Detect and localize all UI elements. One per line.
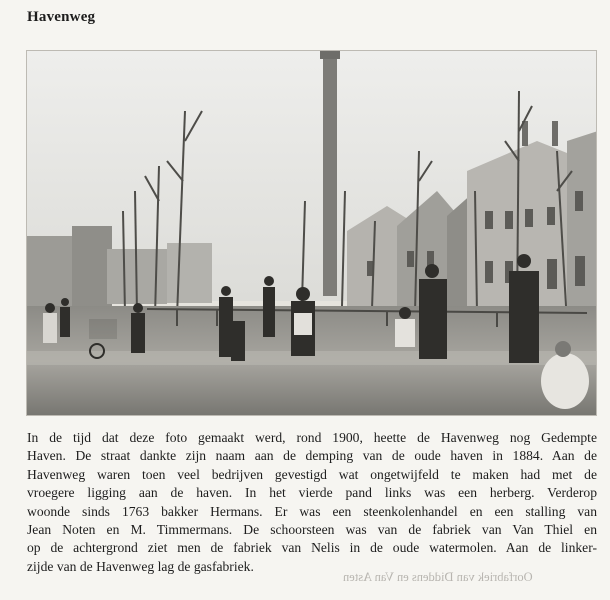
page-title: Havenweg [27, 9, 96, 25]
historic-street-photo [26, 50, 597, 416]
bleed-through-text: Oorfabriek van Diddens en Van Asten [343, 570, 533, 584]
caption-line: Havenweg waren toen veel bedrijven gevestigd wat ongetwijfeld te maken had met de [27, 466, 597, 482]
caption-line: woonde sinds 1763 bakker Hermans. Er was een steenkolenhandel en een stalling van [27, 503, 597, 519]
caption-line: Haven. De straat dankte zijn naam aan de demping van de oude haven in 1884. Aan de [27, 448, 597, 464]
caption-line: Jean Noten en M. Timmermans. De schoorsteen was van de fabriek van Van Thiel en [27, 522, 597, 538]
caption-line: In de tijd dat deze foto gemaakt werd, rond 1900, heette de Havenweg nog Gedempte [27, 430, 597, 445]
caption-line: vroegere ligging aan de haven. In het vierde pand links was een herberg. Verderop [27, 485, 597, 501]
caption-line: zijde van de Havenweg lag de gasfabriek. [27, 558, 254, 574]
factory-chimney [323, 51, 337, 296]
photo-caption [27, 429, 597, 576]
caption-line: op de achtergrond ziet men de fabriek van Nelis in de oude watermolen. Aan de linker- [27, 540, 597, 556]
